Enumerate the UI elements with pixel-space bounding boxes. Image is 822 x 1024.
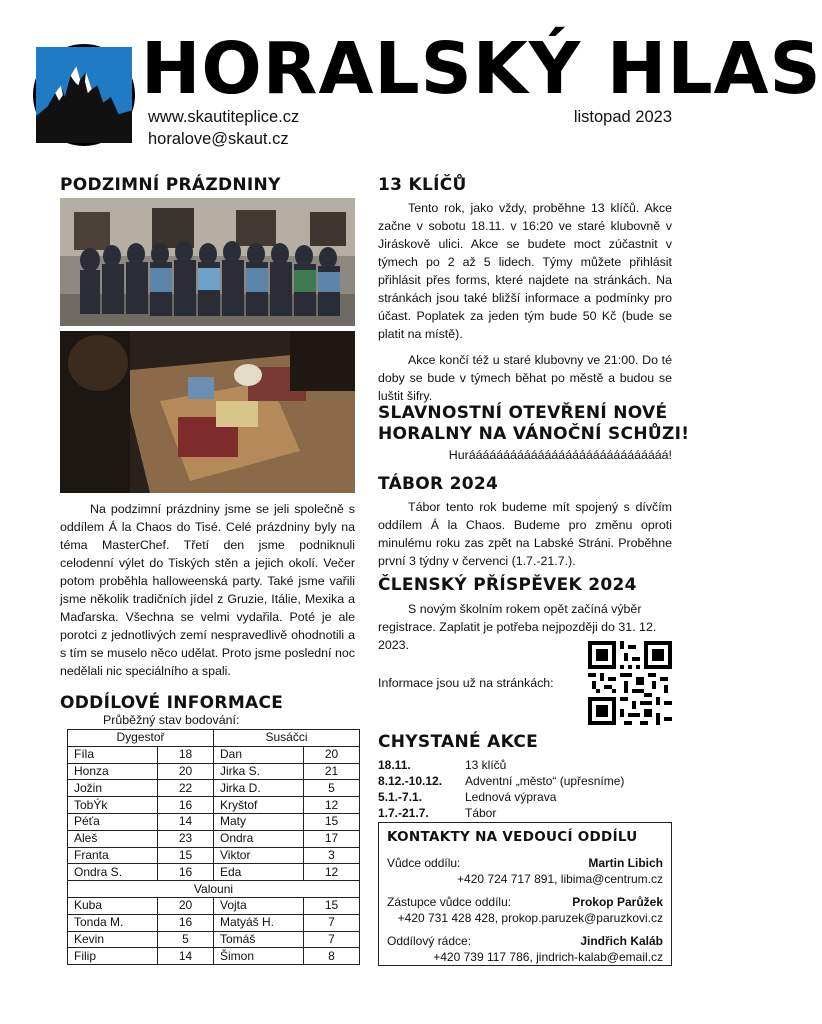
list-item [378, 805, 624, 821]
contact-detail[interactable]: +420 731 428 428, prokop.paruzek@paruzkovi.cz [397, 911, 663, 925]
contact-role: Zástupce vůdce oddílu: [387, 895, 512, 909]
member-name: Filip [68, 948, 158, 965]
event-date: 8.12.-10.12. [378, 774, 443, 788]
member-name: Ondra S. [68, 864, 158, 881]
contact-role: Vůdce oddílu: [387, 856, 461, 870]
contact-detail[interactable]: +420 724 717 891, libima@centrum.cz [457, 872, 663, 886]
group-photo [60, 198, 355, 326]
member-name: Dan [214, 746, 304, 763]
member-name: Kryštof [214, 797, 304, 814]
member-points: 18 [158, 746, 214, 763]
member-name: Kuba [68, 897, 158, 914]
list-item [378, 773, 624, 789]
opening-heading-line2: HORALNY NA VÁNOČNÍ SCHŮZI! [378, 424, 690, 444]
list-item [378, 789, 624, 805]
member-points: 14 [158, 813, 214, 830]
member-name: Matyáš H. [214, 914, 304, 931]
member-name: Kevin [68, 931, 158, 948]
table-row [68, 830, 360, 847]
member-name: Jožin [68, 780, 158, 797]
table-row [68, 797, 360, 814]
member-name: Franta [68, 847, 158, 864]
event-name: Adventní „město“ (upřesníme) [465, 774, 625, 788]
member-name: Honza [68, 763, 158, 780]
member-points: 20 [304, 746, 360, 763]
member-points: 5 [158, 931, 214, 948]
opening-heading-line1: SLAVNOSTNÍ OTEVŘENÍ NOVÉ [378, 403, 668, 423]
table-row [68, 813, 360, 830]
member-name: TobÝk [68, 797, 158, 814]
table-row [68, 931, 360, 948]
issue-date: listopad 2023 [573, 108, 672, 126]
contact-entry [387, 894, 663, 926]
member-name: Fíla [68, 746, 158, 763]
member-name: Šimon [214, 948, 304, 965]
cooking-photo [60, 331, 355, 493]
member-name: Eda [214, 864, 304, 881]
event-name: Lednová výprava [465, 790, 557, 804]
table-row [68, 746, 360, 763]
member-points: 15 [304, 813, 360, 830]
camp-text: Tábor tento rok budeme mít spojený s dívčím oddílem Á la Chaos. Budeme pro změnu oproti minulému roku zas zpět na Labské Stráni. Proběhne první 3 týdny v červenci (1.7.-21.7.). [378, 500, 672, 568]
table-row [68, 914, 360, 931]
member-points: 16 [158, 864, 214, 881]
logo [33, 44, 135, 146]
score-title: Průběžný stav bodování: [103, 713, 240, 727]
contact-name: Prokop Parůžek [572, 895, 663, 909]
contacts-box [378, 822, 672, 966]
member-points: 3 [304, 847, 360, 864]
event-name: Tábor [465, 806, 497, 820]
events-list [378, 757, 624, 821]
event-date: 1.7.-21.7. [378, 806, 429, 820]
member-points: 7 [304, 931, 360, 948]
member-points: 15 [158, 847, 214, 864]
keys13-heading: 13 KLÍČŮ [378, 175, 467, 195]
website-link[interactable]: www.skautiteplice.cz [148, 108, 300, 126]
member-name: Tonda M. [68, 914, 158, 931]
member-points: 20 [158, 897, 214, 914]
contact-name: Jindřich Kaláb [580, 934, 663, 948]
opening-text: Hurááááááááááááááááááááááááááááá! [448, 448, 672, 462]
table-header-row [68, 881, 360, 898]
member-name: Jirka S. [214, 763, 304, 780]
member-name: Maty [214, 813, 304, 830]
membership-info: Informace jsou už na stránkách: [378, 676, 554, 690]
email-link[interactable]: horalove@skaut.cz [148, 130, 289, 148]
member-points: 21 [304, 763, 360, 780]
keys13-text: Tento rok, jako vždy, proběhne 13 klíčů. Akce začne v sobotu 18.11. v 16:20 ve staré klubovně v Jiráskově ulici. Akce se budete moct zúčastnit v týmech po 2 až 5 lidech. Týmy můžete přihlásit přihlásit přes forms, které najdete na stránkách. Na stránkách jsou také bližší informace a podmínky pro účast. Poplatek za jeden tým bude 50 Kč (bude se platit na místě). Akce končí též u staré klubovny ve 21:00. Do té doby se bude v týmech běhat po městě a budou se luštit šifry. [378, 201, 672, 403]
event-date: 18.11. [378, 758, 411, 772]
score-table [67, 729, 360, 965]
events-heading: CHYSTANÉ AKCE [378, 732, 539, 752]
team-name: Valouni [68, 881, 360, 898]
member-name: Tomáš [214, 931, 304, 948]
member-name: Péťa [68, 813, 158, 830]
holidays-heading: PODZIMNÍ PRÁZDNINY [60, 175, 281, 195]
member-points: 17 [304, 830, 360, 847]
troop-info-heading: ODDÍLOVÉ INFORMACE [60, 693, 284, 713]
contact-entry [387, 855, 663, 887]
table-row [68, 780, 360, 797]
member-name: Jirka D. [214, 780, 304, 797]
member-name: Vojta [214, 897, 304, 914]
contact-entry [387, 933, 663, 965]
member-name: Aleš [68, 830, 158, 847]
membership-heading: ČLENSKÝ PŘÍSPĚVEK 2024 [378, 575, 637, 595]
holidays-paragraph: Na podzimní prázdniny jsme se jeli společně s oddílem Á la Chaos do Tisé. Celé prázdniny byly na téma MasterChef. Třetí den jsme podniknuli celodenní výlet do Tiských stěn a jejich okolí. Večer potom proběhla halloweenská party. Také jsme vařili jsme několik tradičních jídel z Gruzie, Itálie, Mexika a Maďarska. Všechna se velmi vydařila. Poté je ale porotci z jednotlivých zemí nespravedlivě ohodnotili a s tím se muselo něco udělat. Proto jsme poslední noc nedělali nic speciálního a spali. [60, 502, 355, 678]
member-points: 8 [304, 948, 360, 965]
member-points: 12 [304, 797, 360, 814]
contact-name: Martin Libich [588, 856, 663, 870]
table-row [68, 864, 360, 881]
contacts-heading: KONTAKTY NA VEDOUCÍ ODDÍLU [387, 829, 638, 845]
list-item [378, 757, 624, 773]
table-row [68, 948, 360, 965]
member-points: 15 [304, 897, 360, 914]
camp-heading: TÁBOR 2024 [378, 474, 499, 494]
qr-code-icon[interactable] [588, 641, 672, 725]
member-name: Viktor [214, 847, 304, 864]
table-row [68, 897, 360, 914]
member-points: 7 [304, 914, 360, 931]
mountain-icon [36, 47, 132, 143]
member-points: 16 [158, 914, 214, 931]
member-points: 14 [158, 948, 214, 965]
table-row [68, 847, 360, 864]
member-points: 20 [158, 763, 214, 780]
member-name: Ondra [214, 830, 304, 847]
contact-detail[interactable]: +420 739 117 786, jindrich-kalab@email.cz [433, 950, 663, 964]
newsletter-title: HORALSKÝ HLAS [141, 27, 822, 110]
contact-role: Oddílový rádce: [387, 934, 472, 948]
member-points: 22 [158, 780, 214, 797]
membership-text: S novým školním rokem opět začíná výběr registrace. Zaplatit je potřeba nejpozději do 31. 12. 2023. [378, 602, 657, 652]
team-name: Dygestoř [68, 730, 214, 747]
member-points: 16 [158, 797, 214, 814]
event-name: 13 klíčů [465, 758, 507, 772]
table-row [68, 763, 360, 780]
table-header-row [68, 730, 360, 747]
member-points: 12 [304, 864, 360, 881]
member-points: 5 [304, 780, 360, 797]
team-name: Susáčci [214, 730, 360, 747]
event-date: 5.1.-7.1. [378, 790, 423, 804]
member-points: 23 [158, 830, 214, 847]
